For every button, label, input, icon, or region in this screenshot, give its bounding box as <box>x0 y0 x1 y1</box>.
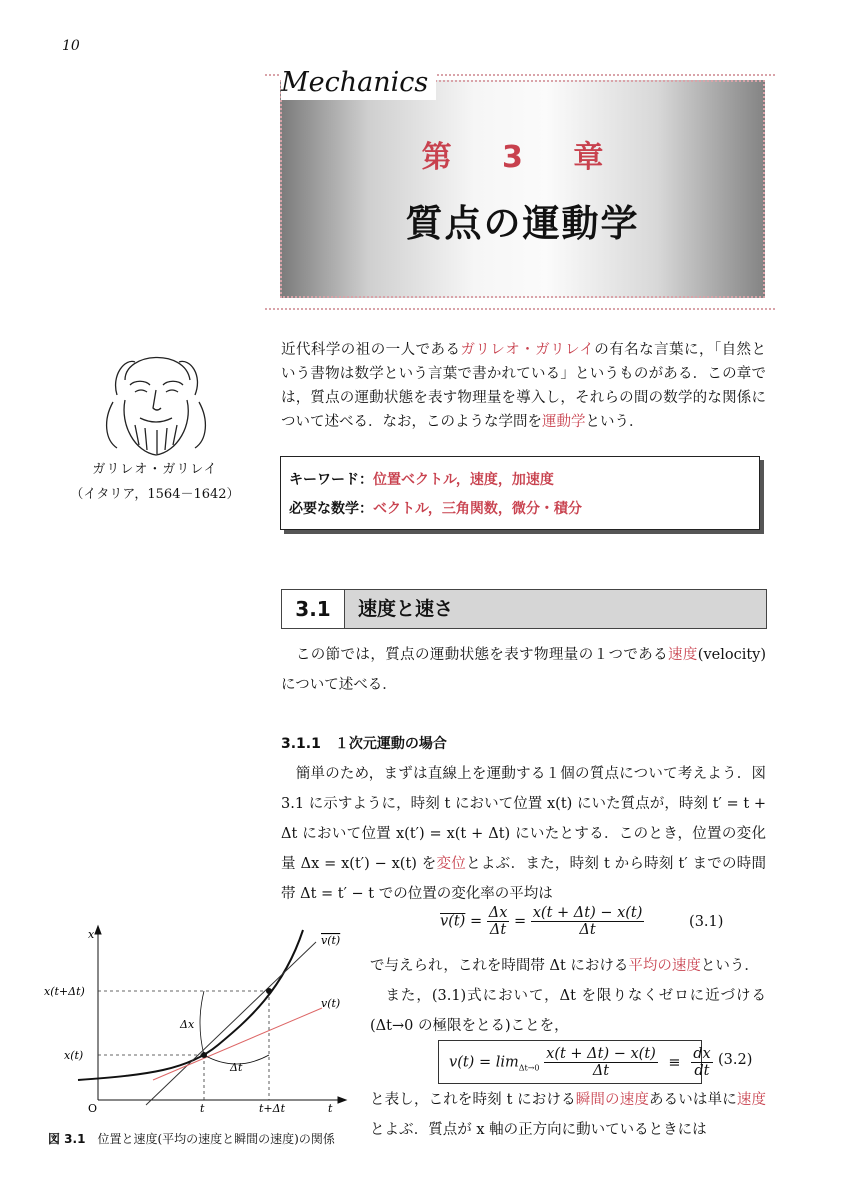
equation-3-2 <box>438 1040 711 1084</box>
body1-highlight: 変位 <box>436 856 467 872</box>
origin-label: O <box>88 1102 98 1115</box>
figure-caption-label: 図 3.1 <box>48 1132 86 1146</box>
body1-text-2: とよぶ．また，時刻 t から時刻 t′ までの時間帯 Δt = t′ − t での位置の変化率の平均は <box>281 856 767 902</box>
eq2-equiv: ≡ <box>668 1054 681 1071</box>
page-number: 10 <box>62 38 80 54</box>
body-paragraph-2 <box>370 951 766 1041</box>
chapter-banner <box>280 80 765 298</box>
axis-x-label: x <box>88 928 95 941</box>
delta-x-brace <box>200 991 204 1055</box>
eq2-frac1: $\frac{x(t + \Delta t) - x(t)}{\Delta t}$ <box>546 1046 656 1079</box>
eq2-number: (3.2) <box>718 1052 753 1068</box>
body2-text-1: で与えられ，これを時間帯 Δt における <box>370 958 629 974</box>
tick-t-dt: t+Δt <box>259 1102 286 1115</box>
body3-text-2: あるいは単に <box>648 1092 737 1108</box>
label-x-t: x(t) <box>64 1049 84 1062</box>
intro-highlight-kinematics: 運動学 <box>542 414 586 430</box>
section-number: 3.1 <box>282 590 345 628</box>
galileo-portrait <box>95 340 217 458</box>
math-values: ベクトル，三角関数，微分・積分 <box>373 501 582 517</box>
vbar-label: v(t) <box>321 934 341 947</box>
figure-caption-text: 位置と速度(平均の速度と瞬間の速度)の関係 <box>97 1132 335 1146</box>
portrait-dates: （イタリア，1564－1642） <box>70 487 240 502</box>
eq2-frac2: $\frac{dx}{dt}$ <box>693 1046 711 1079</box>
body-paragraph-3 <box>370 1085 766 1145</box>
subsection-heading: 3.1.1 １次元運動の場合 <box>281 736 447 752</box>
section-intro <box>281 640 766 700</box>
body3-text-1: と表し，これを時刻 t における <box>370 1092 576 1108</box>
body1-text-1: 簡単のため，まずは直線上を運動する１個の質点について考えよう．図 3.1 に示すように，時刻 t において位置 x(t) にいた質点が，時刻 t′ = t + Δt において位置 x(t′) = x(t + Δt) にいたとする．このとき，位置の変化量 Δx = x(t′) − x(t) を <box>281 766 766 872</box>
intro-text-3: という． <box>585 414 644 430</box>
body2-text-3: また，(3.1)式において，Δt を限りなくゼロに近づける (Δt→0 の極限をとる)ことを， <box>370 988 766 1034</box>
math-line <box>289 498 582 518</box>
eq1-lhs: v(t) <box>440 913 466 930</box>
axis-t-label: t <box>328 1102 333 1115</box>
math-label: 必要な数学： <box>289 501 373 517</box>
figure-caption <box>48 1130 335 1147</box>
eq1-frac1: $\frac{\Delta x}{\Delta t}$ <box>488 905 508 938</box>
section-intro-highlight: 速度 <box>668 647 698 663</box>
eq2-lhs: v(t) = lim <box>449 1054 519 1071</box>
body2-text-2: という． <box>700 958 759 974</box>
intro-highlight-galileo: ガリレオ・ガリレイ <box>460 342 595 358</box>
body3-highlight-2: 速度 <box>736 1092 767 1108</box>
secant-line <box>146 942 316 1105</box>
figure-3-1 <box>38 920 358 1125</box>
point-t-dt <box>266 988 272 994</box>
intro-text-1: 近代科学の祖の一人である <box>281 342 461 358</box>
body3-highlight-1: 瞬間の速度 <box>575 1092 649 1108</box>
section-intro-text-1: この節では，質点の運動状態を表す物理量の１つである <box>295 647 669 663</box>
figure-axes <box>95 926 346 1103</box>
label-x-t-dt: x(t+Δt) <box>44 985 85 998</box>
keyword-box <box>280 456 760 530</box>
figure-guides <box>98 991 269 1100</box>
keyword-values: 位置ベクトル，速度，加速度 <box>373 472 554 488</box>
body2-highlight: 平均の速度 <box>628 958 701 974</box>
eq1-number: (3.1) <box>689 913 724 930</box>
intro-text-2: の有名な言葉に，「自然という書物は数学という言葉で書かれている」というものがある．この章では，質点の運動状態を表す物理量を導入し，それらの間の数学的な関係について述べる．なお，このような学問を <box>281 342 767 430</box>
eq1-frac2: $\frac{x(t + \Delta t) - x(t)}{\Delta t}$ <box>532 905 643 938</box>
eq2-limit-sub: Δt→0 <box>518 1063 540 1073</box>
body3-text-3: とよぶ．質点が x 軸の正方向に動いているときには <box>370 1122 707 1138</box>
section-title: 速度と速さ <box>358 598 454 620</box>
chapter-label: 第 3 章 <box>421 140 624 175</box>
body-paragraph-1 <box>281 759 766 909</box>
tick-t: t <box>200 1102 205 1115</box>
intro-paragraph <box>281 338 766 434</box>
keyword-label: キーワード： <box>289 472 373 488</box>
section-intro-text-2: (velocity)について述べる． <box>281 647 767 693</box>
chapter-title: 質点の運動学 <box>405 202 640 245</box>
v-label: v(t) <box>321 997 341 1010</box>
delta-t-label: Δt <box>230 1061 243 1074</box>
mechanics-label: Mechanics <box>281 66 436 100</box>
delta-x-label: Δx <box>180 1018 195 1031</box>
section-heading <box>281 589 767 629</box>
portrait-name: ガリレオ・ガリレイ <box>92 462 218 477</box>
equation-3-1: v(t) = $\frac{\Delta x}{\Delta t}$ = $\frac{x(t + \Delta t) - x(t)}{\Delta t}$ (3.1) <box>440 905 724 938</box>
keyword-line <box>289 469 554 489</box>
